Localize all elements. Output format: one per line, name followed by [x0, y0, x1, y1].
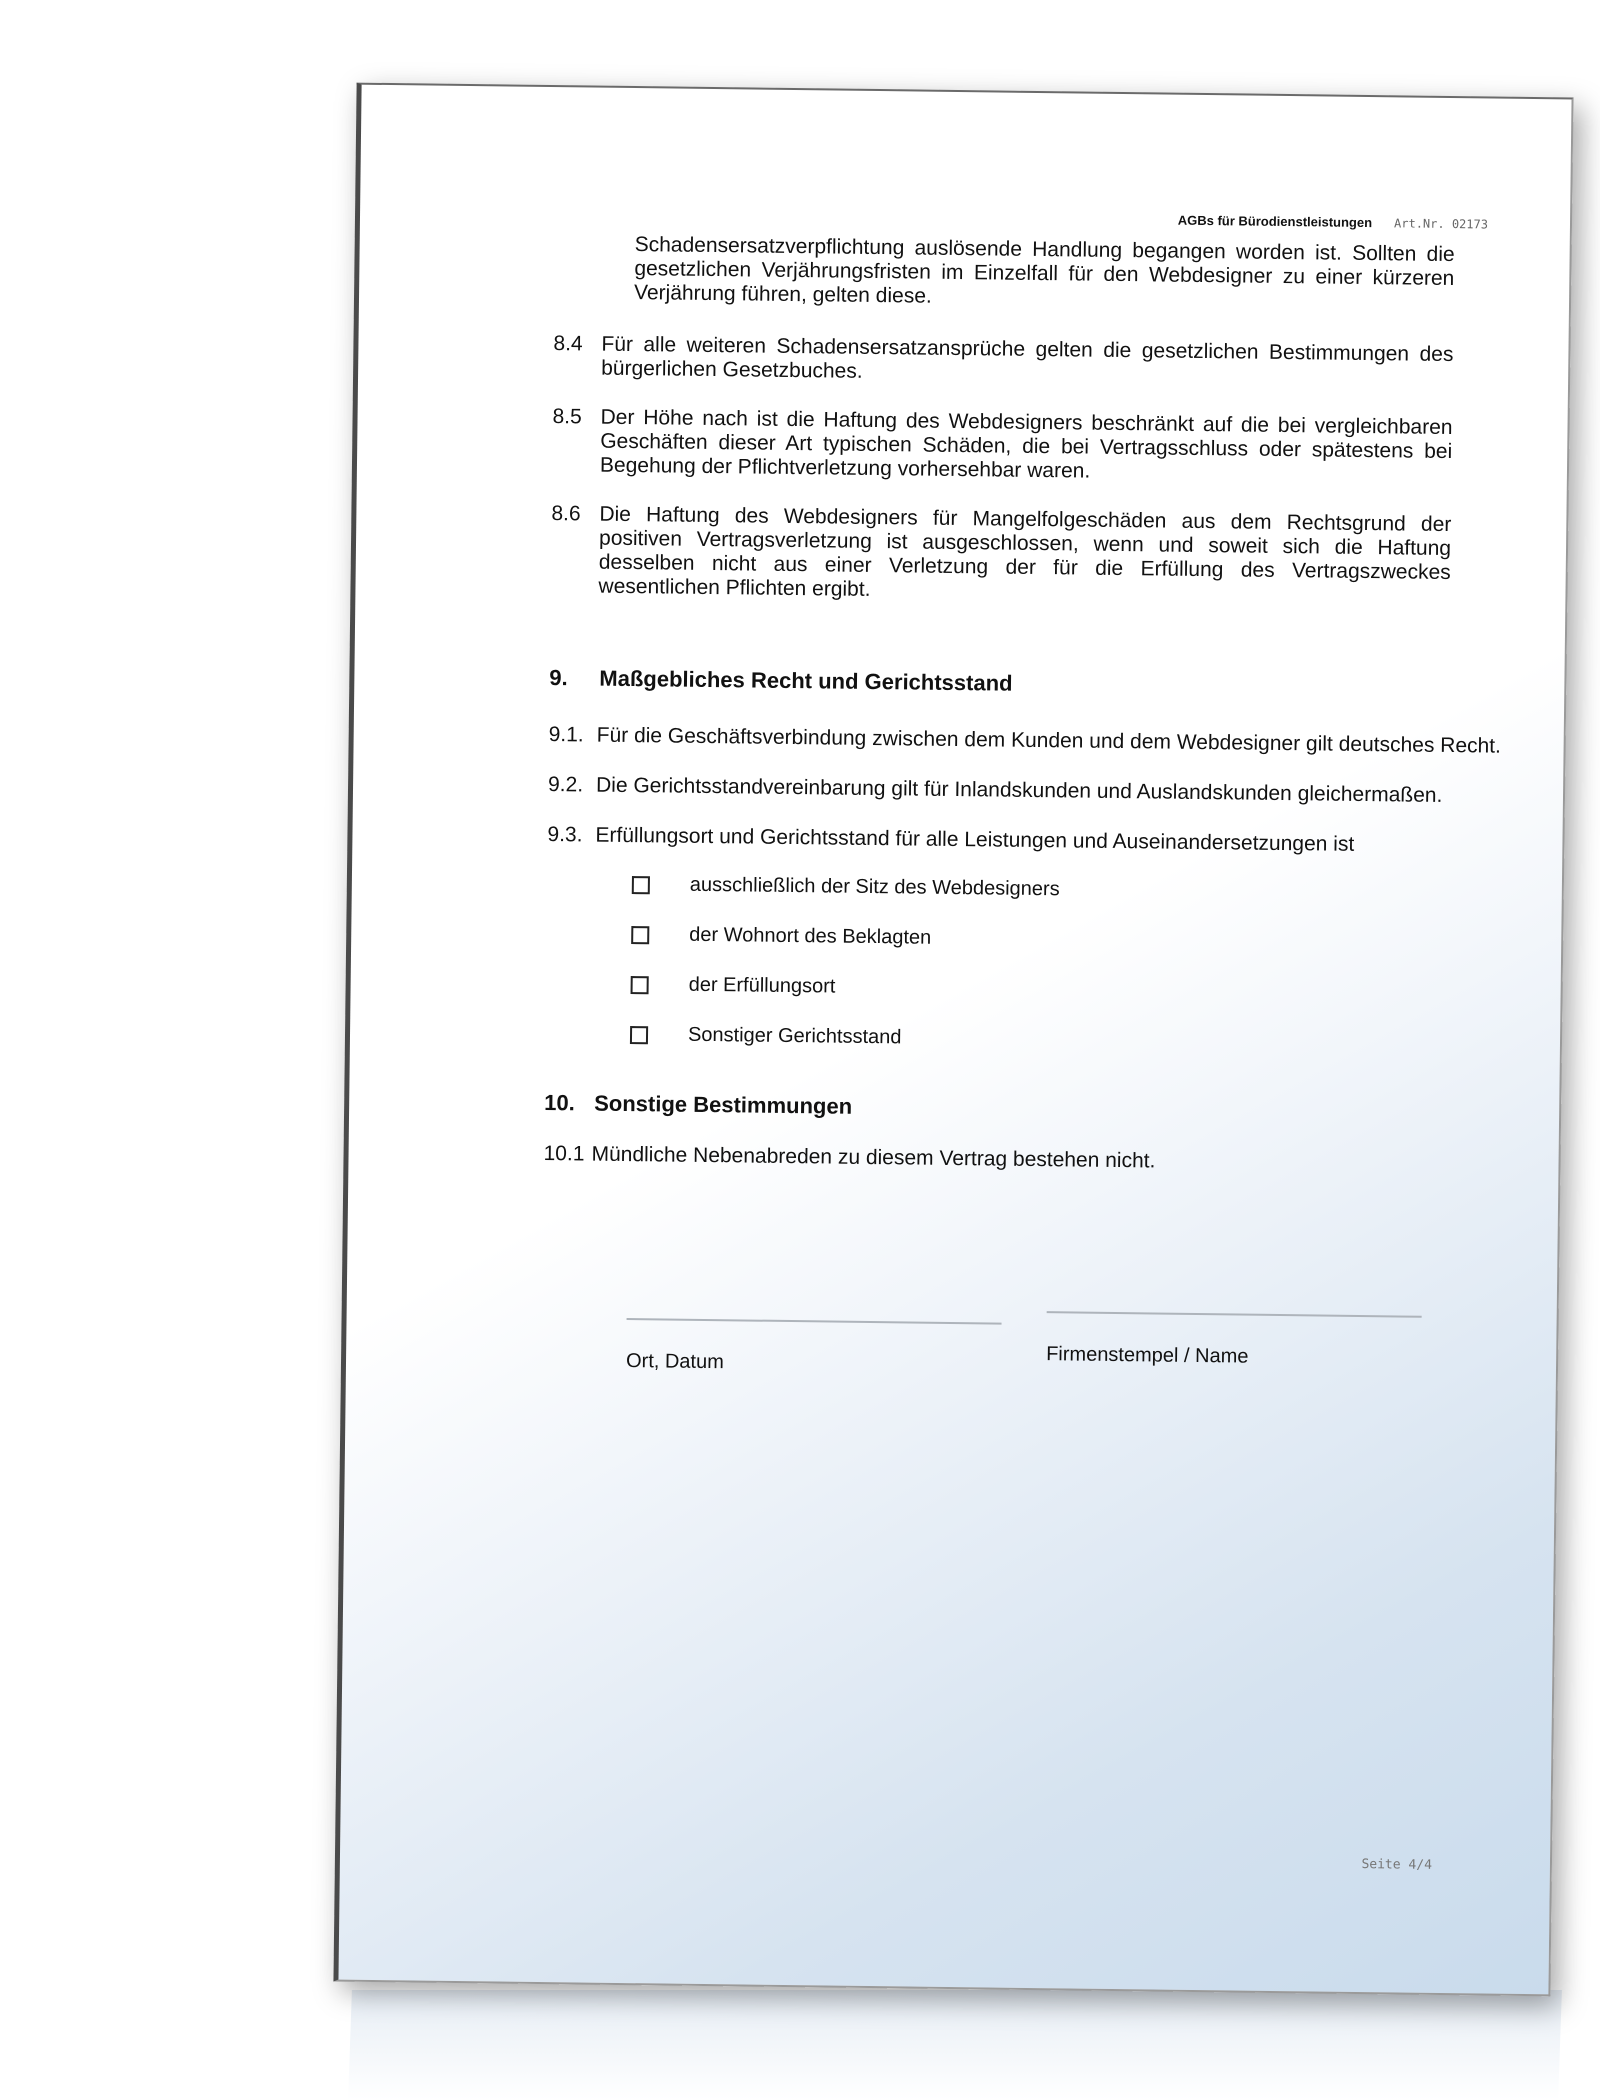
section-number: 10. [544, 1090, 575, 1116]
continuation-paragraph: Schadensersatzverpflichtung auslösende Handlung begangen worden ist. Sollten die gesetzlichen Verjährungsfristen im Einzelfall für den Webdesigner zu einer kürzeren Verjährung führen, gelten diese. [633, 233, 1455, 308]
signature-line-right [1047, 1311, 1422, 1318]
clause-number: 8.6 [551, 502, 581, 526]
checkbox[interactable] [631, 976, 649, 994]
section-title: Sonstige Bestimmungen [594, 1090, 853, 1119]
clause-9-3 [547, 823, 1447, 864]
clause-8-5-text: Der Höhe nach ist die Haftung des Webdesigners beschränkt auf die bei vergleichbaren Geschäften dieser Art typischen Schäden, die bei Vertragsschluss oder spätestens bei Begehung der Pflichtverletzung vorhersehbar waren. [599, 405, 1453, 483]
clause-text [598, 503, 1451, 609]
clause-9-1 [548, 723, 1502, 764]
clause-number: 10.1 [543, 1142, 585, 1166]
clause-number: 8.5 [552, 405, 582, 429]
clause-8-6-text: Die Haftung des Webdesigners für Mangelfolgeschäden aus dem Rechtsgrund der positiven Vertragsverletzung ist ausgeschlossen, wenn und soweit sich die Haftung desselben nicht aus einer Verletzung der für die Erfüllung des Vertragszweckes wesentlichen Pflichten ergibt. [598, 502, 1452, 601]
signature-label-stamp-name: Firmenstempel / Name [1046, 1343, 1249, 1368]
section-9-heading [549, 665, 1012, 697]
clause-8-6 [550, 502, 1451, 613]
page-number: Seite 4/4 [1361, 1857, 1433, 1873]
checkbox[interactable] [632, 876, 650, 894]
clause-8-5 [552, 405, 1453, 496]
clause-number: 9.3. [547, 823, 583, 847]
option-erfuellungsort[interactable] [631, 973, 836, 998]
clause-8-4-text: Für alle weiteren Schadensersatzansprüche gelten die gesetzlichen Bestimmungen des bürgerlichen Gesetzbuches. [601, 332, 1454, 383]
checkbox[interactable] [631, 926, 649, 944]
option-sonstiger-gerichtsstand[interactable] [630, 1023, 902, 1049]
header-title: AGBs für Bürodienstleistungen [1177, 212, 1373, 231]
clause-9-2-text: Die Gerichtsstandvereinbarung gilt für Inlandskunden und Auslandskunden gleichermaßen. [595, 773, 1443, 807]
clause-number: 9.1. [548, 723, 584, 747]
clause-9-2 [548, 773, 1448, 814]
checkbox[interactable] [630, 1026, 648, 1044]
clause-9-1-text: Für die Geschäftsverbindung zwischen dem Kunden und dem Webdesigner gilt deutsches Recht. [596, 723, 1502, 758]
option-sitz-webdesigner[interactable] [632, 873, 1060, 901]
clause-number: 9.2. [547, 773, 584, 797]
page-header [1178, 213, 1488, 232]
clause-text [600, 406, 1453, 488]
section-number: 9. [549, 665, 568, 691]
section-10-heading [544, 1090, 852, 1120]
clause-10-1 [543, 1142, 1443, 1183]
signature-line-left [627, 1318, 1002, 1325]
clause-number: 8.4 [553, 332, 583, 356]
signature-label-place-date: Ort, Datum [625, 1350, 724, 1374]
section-title: Maßgebliches Recht und Gerichtsstand [599, 665, 1013, 696]
option-wohnort-beklagten[interactable] [631, 923, 931, 950]
option-label: der Wohnort des Beklagten [689, 923, 932, 949]
clause-text [601, 333, 1454, 391]
article-number: Art.Nr. 02173 [1393, 216, 1489, 232]
clause-8-4 [553, 332, 1454, 403]
clause-10-1-text: Mündliche Nebenabreden zu diesem Vertrag bestehen nicht. [591, 1142, 1156, 1173]
clause-9-3-text: Erfüllungsort und Gerichtsstand für alle Leistungen und Auseinandersetzungen ist [595, 823, 1355, 856]
option-label: ausschließlich der Sitz des Webdesigners [689, 873, 1060, 901]
option-label: der Erfüllungsort [688, 973, 836, 998]
document-page [333, 83, 1573, 1997]
page-reflection [348, 1990, 1562, 2100]
option-label: Sonstiger Gerichtsstand [687, 1023, 902, 1049]
